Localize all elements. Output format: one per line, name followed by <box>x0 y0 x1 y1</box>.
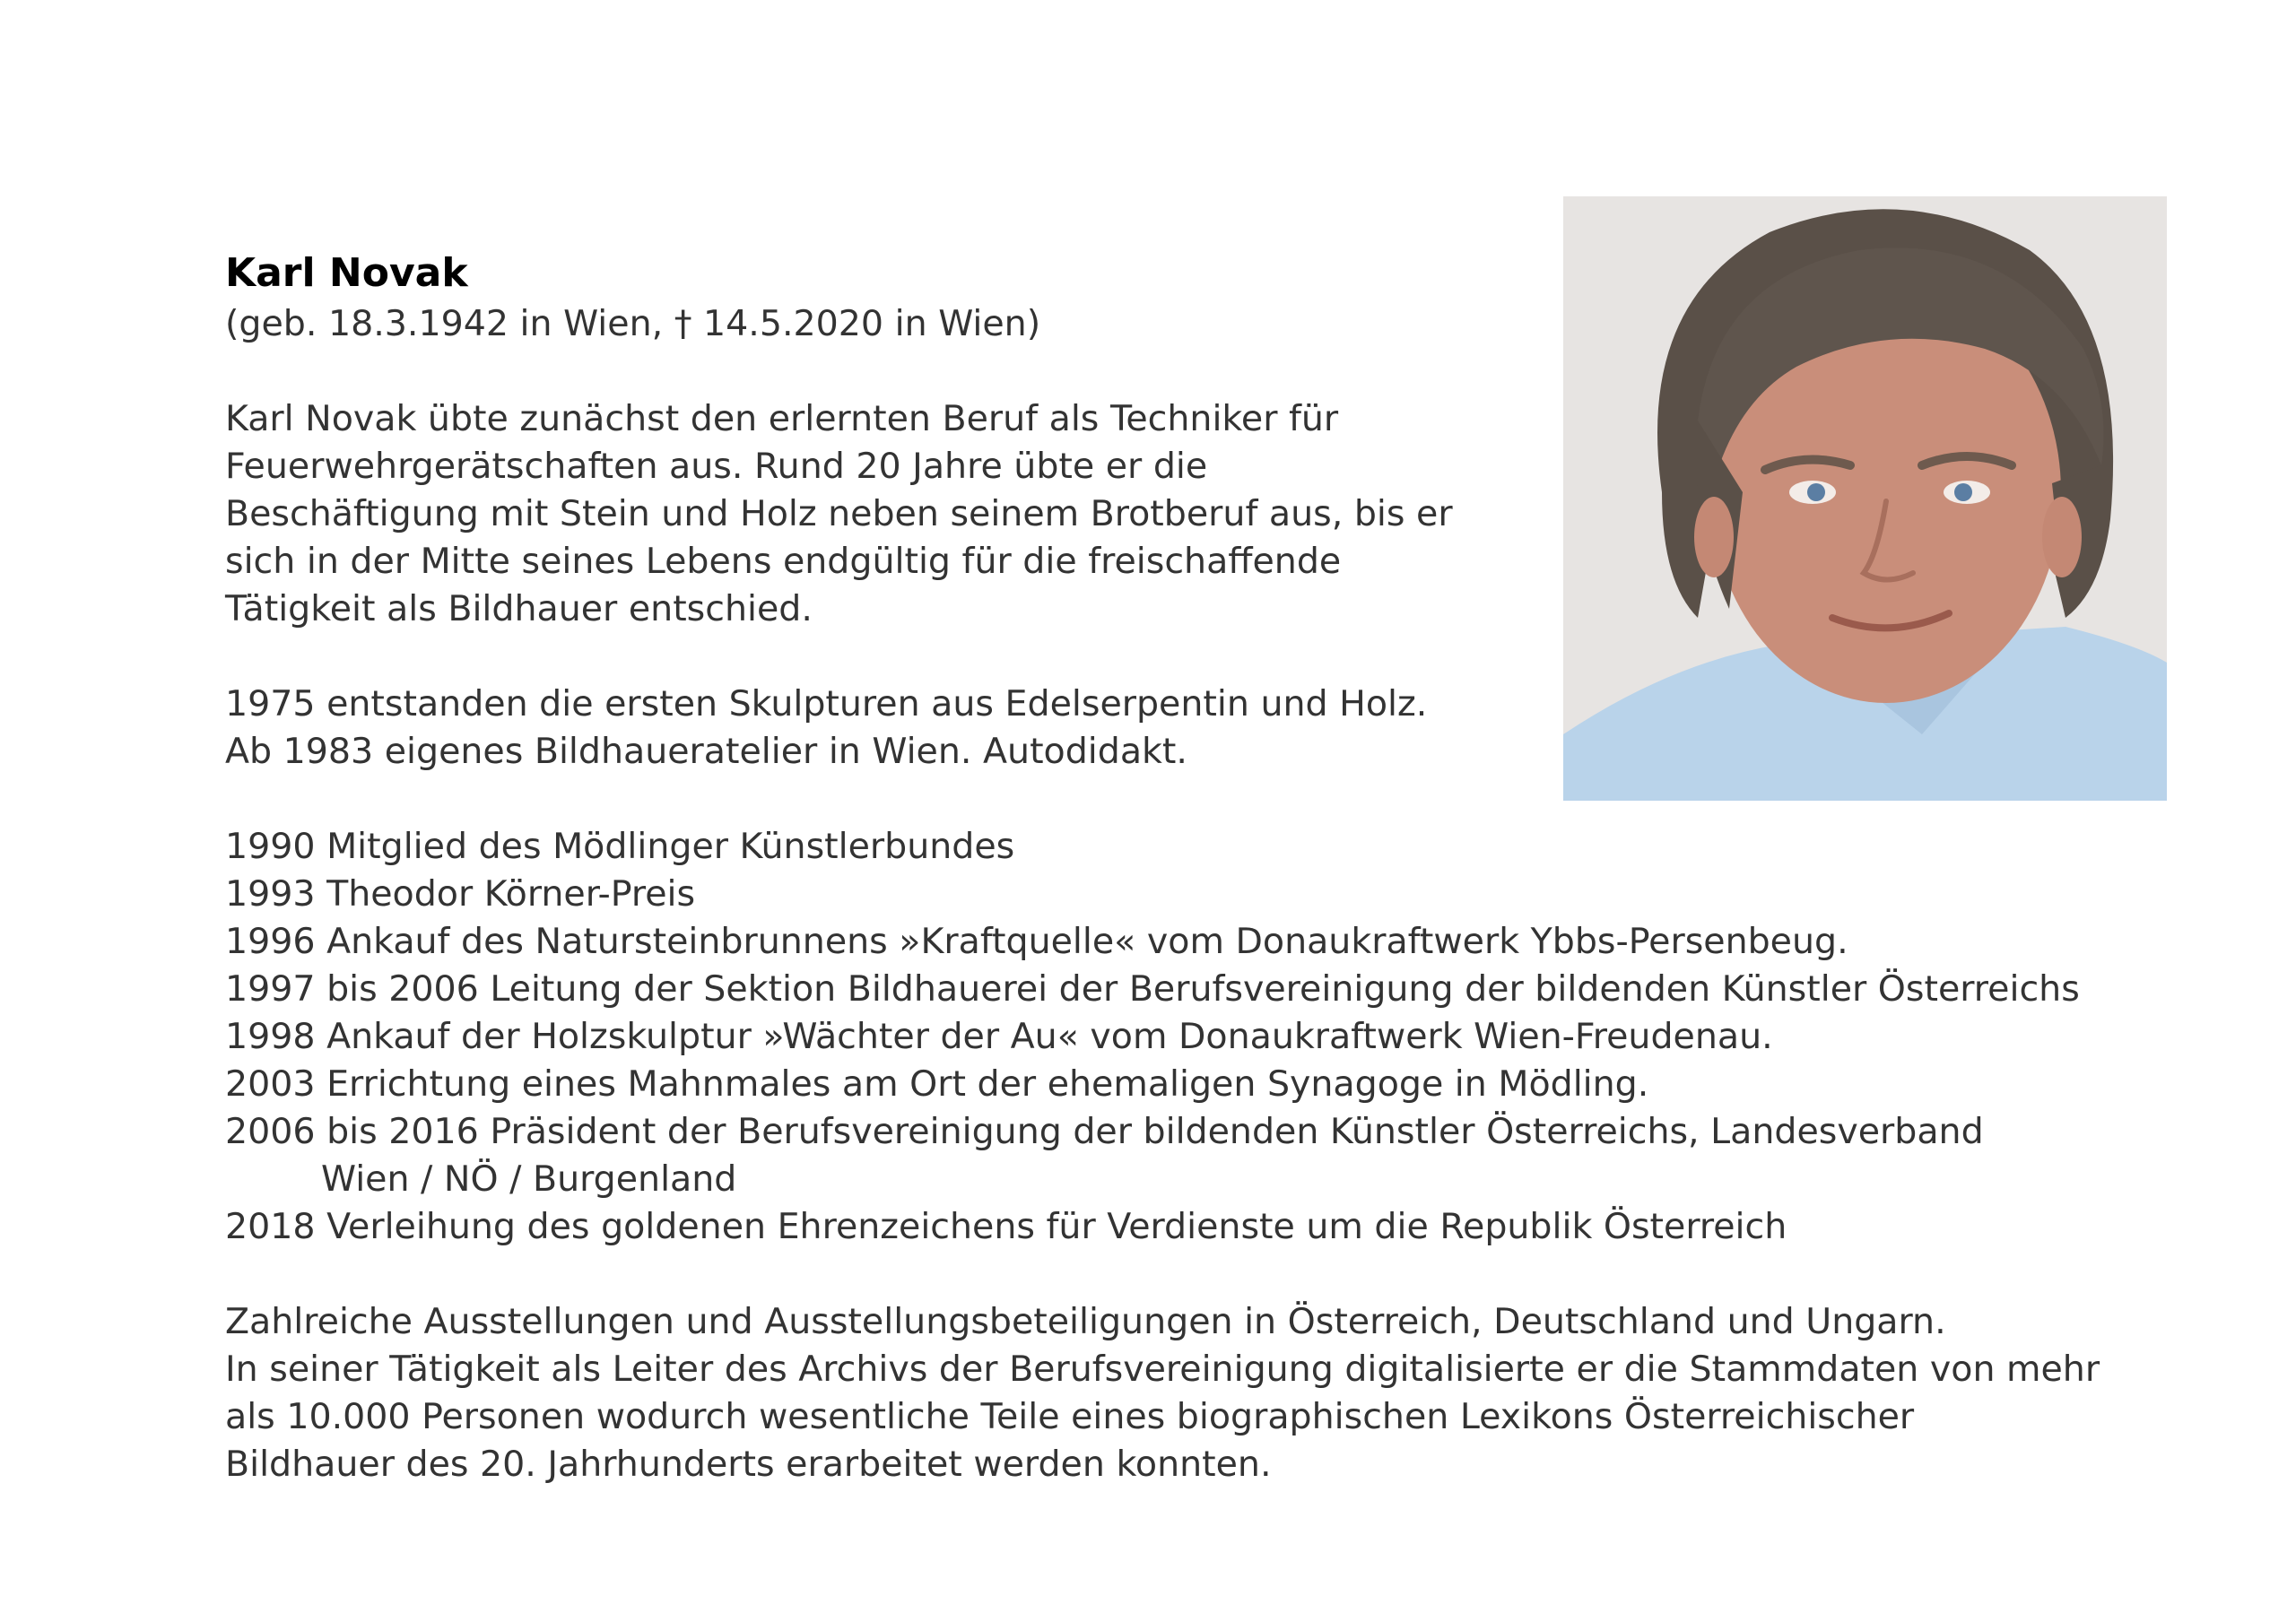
timeline-item: 1998 Ankauf der Holzskulptur »Wächter der Au« vom Donaukraftwerk Wien-Freudenau. <box>225 1016 1773 1057</box>
timeline-item: 2003 Errichtung eines Mahnmales am Ort der ehemaligen Synagoge in Mödling. <box>225 1063 1649 1105</box>
timeline-item-continuation: Wien / NÖ / Burgenland <box>321 1158 737 1200</box>
closing-line: als 10.000 Personen wodurch wesentliche Teile eines biographischen Lexikons Österreichischer <box>225 1396 1915 1437</box>
life-dates: (geb. 18.3.1942 in Wien, † 14.5.2020 in Wien) <box>225 303 1041 344</box>
intro-line: Feuerwehrgerätschaften aus. Rund 20 Jahre übte er die <box>225 446 1208 487</box>
closing-line: Bildhauer des 20. Jahrhunderts erarbeitet werden konnten. <box>225 1444 1272 1485</box>
closing-paragraph <box>225 1298 2198 1488</box>
closing-line: Zahlreiche Ausstellungen und Ausstellungsbeteiligungen in Österreich, Deutschland und Ungarn. <box>225 1301 1946 1342</box>
early-work-line: Ab 1983 eigenes Bildhaueratelier in Wien. Autodidakt. <box>225 731 1187 772</box>
early-work-line: 1975 entstanden die ersten Skulpturen aus Edelserpentin und Holz. <box>225 683 1428 724</box>
intro-line: sich in der Mitte seines Lebens endgültig für die freischaffende <box>225 541 1342 582</box>
timeline-item: 1997 bis 2006 Leitung der Sektion Bildhauerei der Berufsvereinigung der bildenden Künstler Österreichs <box>225 968 2080 1010</box>
timeline-item: 2018 Verleihung des goldenen Ehrenzeichens für Verdienste um die Republik Österreich <box>225 1206 1787 1247</box>
intro-line: Tätigkeit als Bildhauer entschied. <box>225 588 813 629</box>
timeline-item: 1996 Ankauf des Natursteinbrunnens »Kraftquelle« vom Donaukraftwerk Ybbs-Persenbeug. <box>225 921 1848 962</box>
person-name: Karl Novak <box>225 250 468 296</box>
timeline-item: 1993 Theodor Körner-Preis <box>225 873 696 915</box>
timeline-item: 2006 bis 2016 Präsident der Berufsvereinigung der bildenden Künstler Österreichs, Landesverband <box>225 1111 1984 1152</box>
closing-line: In seiner Tätigkeit als Leiter des Archivs der Berufsvereinigung digitalisierte er die Stammdaten von mehr <box>225 1349 2100 1390</box>
portrait-photo <box>1563 196 2167 801</box>
career-timeline <box>225 823 2198 1251</box>
timeline-item: 1990 Mitglied des Mödlinger Künstlerbundes <box>225 826 1015 867</box>
intro-line: Beschäftigung mit Stein und Holz neben seinem Brotberuf aus, bis er <box>225 493 1453 534</box>
portrait-illustration <box>1563 196 2167 801</box>
intro-line: Karl Novak übte zunächst den erlernten Beruf als Techniker für <box>225 398 1339 439</box>
